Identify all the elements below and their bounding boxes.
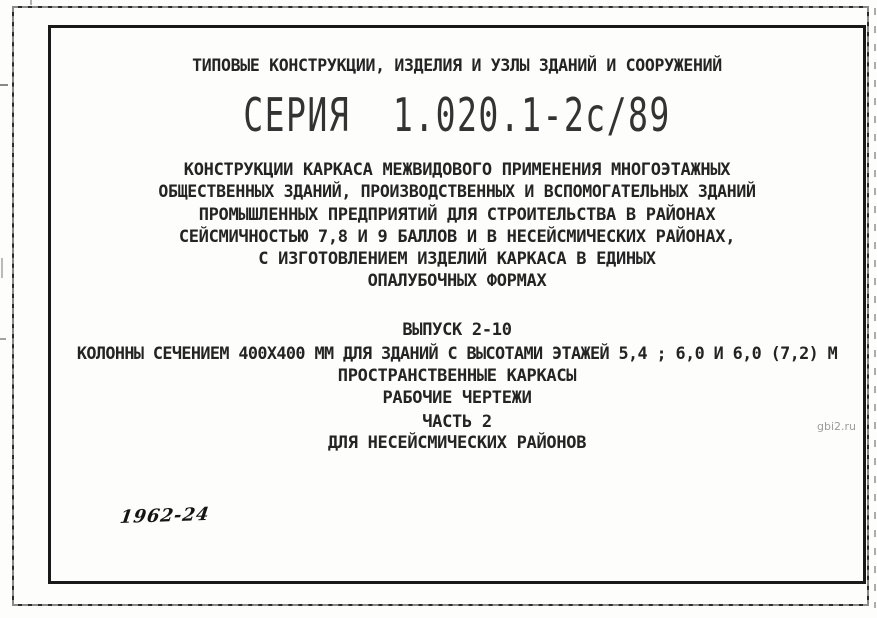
- scan-artifact: [0, 84, 8, 86]
- description-line: С ИЗГОТОВЛЕНИЕМ ИЗДЕЛИЙ КАРКАСА В ЕДИНЫХ: [258, 249, 656, 269]
- description-line: ПРОМЫШЛЕННЫХ ПРЕДПРИЯТИЙ ДЛЯ СТРОИТЕЛЬСТВА В РАЙОНАХ: [198, 205, 716, 225]
- scan-artifact: [30, 0, 32, 5]
- scan-artifact: [874, 8, 876, 608]
- handwritten-note: 1962-24: [118, 503, 212, 529]
- part-subtitle: ДЛЯ НЕСЕЙСМИЧЕСКИХ РАЙОНОВ: [327, 433, 587, 453]
- scan-artifact: [1, 258, 3, 278]
- description-line: КОНСТРУКЦИИ КАРКАСА МЕЖВИДОВОГО ПРИМЕНЕНИЯ МНОГОЭТАЖНЫХ: [183, 160, 731, 180]
- watermark: gbi2.ru: [817, 420, 857, 433]
- description-line: СЕЙСМИЧНОСТЬЮ 7,8 И 9 БАЛЛОВ И В НЕСЕЙСМИЧЕСКИХ РАЙОНАХ,: [178, 227, 736, 247]
- issue-subject: КОЛОННЫ СЕЧЕНИЕМ 400X400 ММ ДЛЯ ЗДАНИЙ С ВЫСОТАМИ ЭТАЖЕЙ 5,4 ; 6,0 И 6,0 (7,2) М: [76, 343, 838, 363]
- issue-label: ВЫПУСК 2-10: [402, 320, 512, 340]
- document-header: ТИПОВЫЕ КОНСТРУКЦИИ, ИЗДЕЛИЯ И УЗЛЫ ЗДАНИЙ И СООРУЖЕНИЙ: [192, 56, 722, 75]
- description-line: ОПАЛУБОЧНЫХ ФОРМАХ: [367, 271, 547, 291]
- issue-subtitle-line: ПРОСТРАНСТВЕННЫЕ КАРКАСЫ: [337, 366, 577, 386]
- issue-subtitle-line: РАБОЧИЕ ЧЕРТЕЖИ: [382, 388, 532, 408]
- scan-artifact: [0, 338, 6, 340]
- series-title: СЕРИЯ 1.020.1-2с/89: [243, 88, 671, 142]
- part-label: ЧАСТЬ 2: [422, 412, 492, 432]
- description-line: ОБЩЕСТВЕННЫХ ЗДАНИЙ, ПРОИЗВОДСТВЕННЫХ И ВСПОМОГАТЕЛЬНЫХ ЗДАНИЙ: [158, 182, 756, 201]
